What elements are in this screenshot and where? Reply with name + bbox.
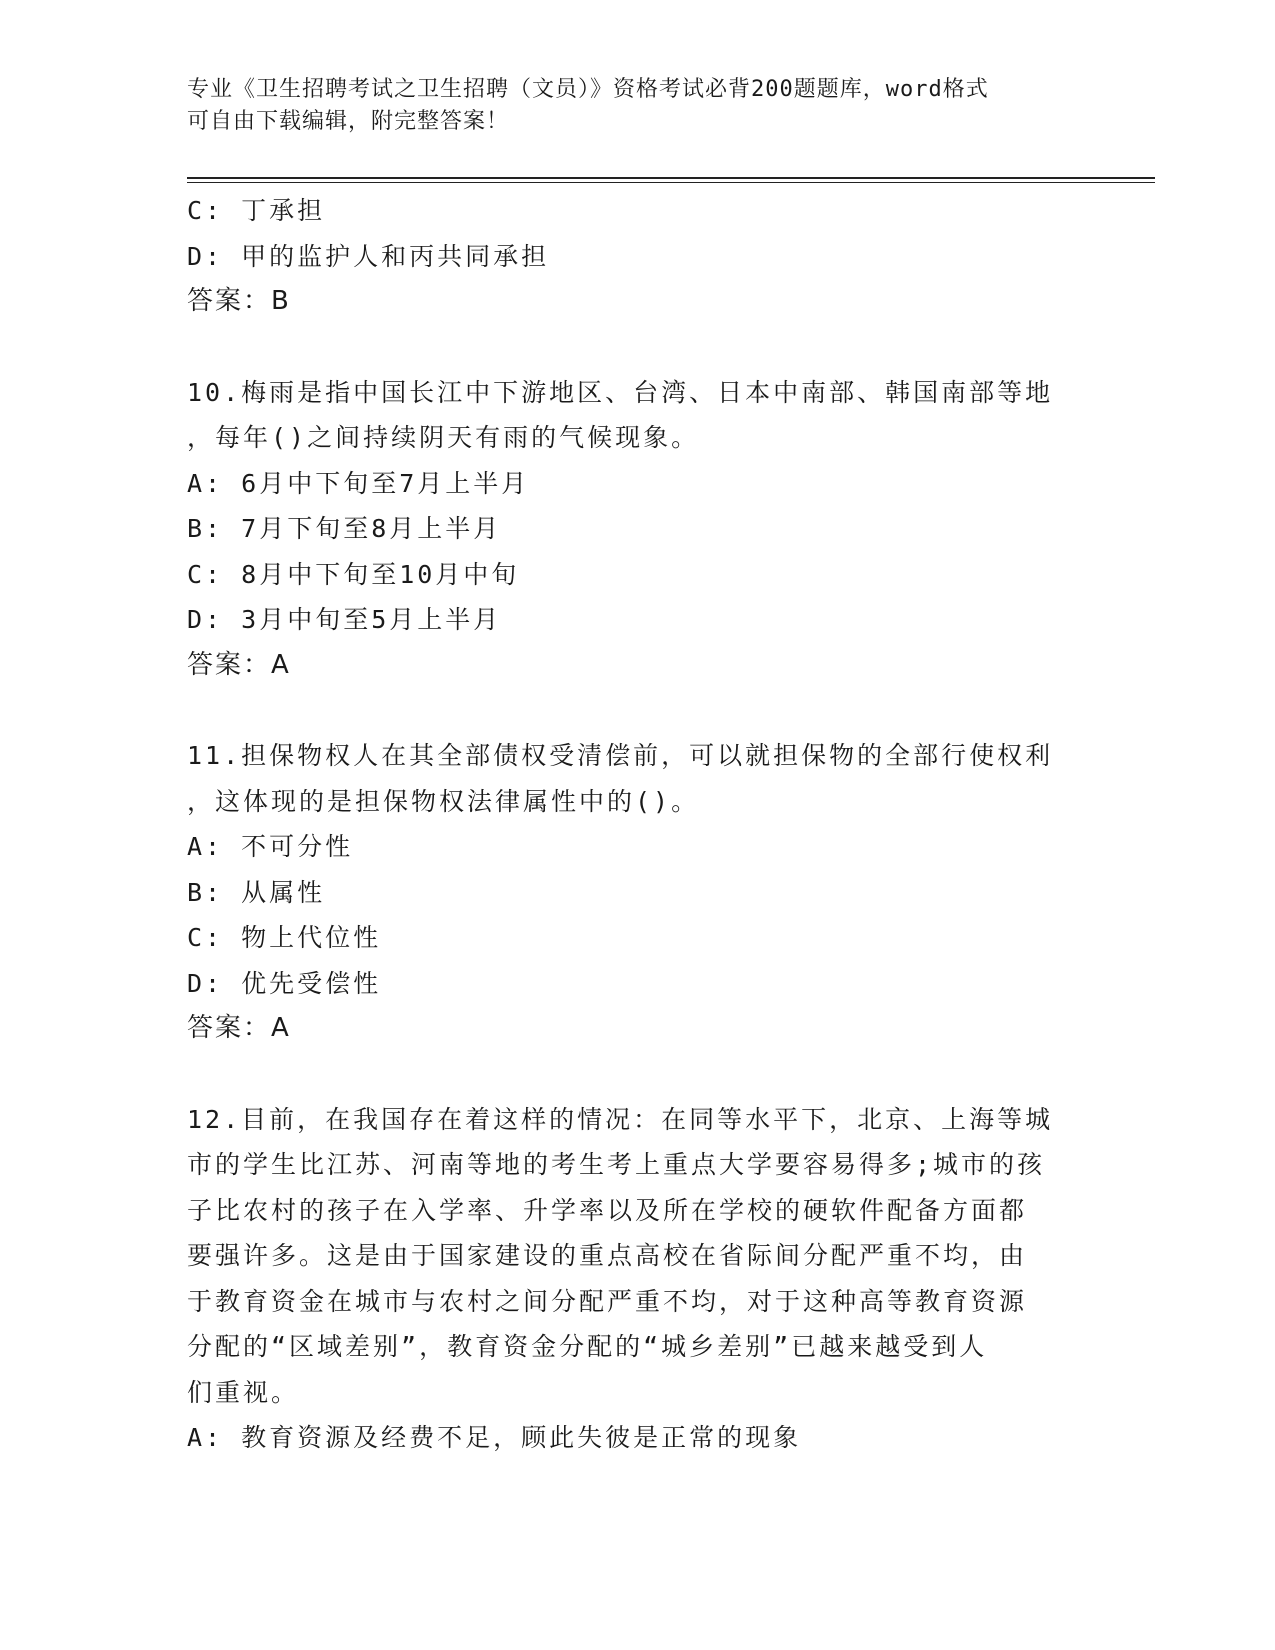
question-12 — [187, 1097, 1067, 1461]
answer-line: 答案：A — [187, 1013, 291, 1043]
option-d: D: 优先受偿性 — [187, 968, 382, 998]
spacer — [187, 325, 1067, 370]
question-stem-line: 要强许多。这是由于国家建设的重点高校在省际间分配严重不均，由 — [187, 1241, 1028, 1270]
question-stem-line: 11.担保物权人在其全部债权受清偿前，可以就担保物的全部行使权利 — [187, 741, 1054, 770]
spacer — [187, 1052, 1067, 1097]
question-stem-line: 12.目前，在我国存在着这样的情况：在同等水平下，北京、上海等城 — [187, 1104, 1054, 1134]
option-b: B: 从属性 — [187, 877, 326, 907]
header-rule-thin — [187, 182, 1155, 183]
answer-line: 答案：B — [187, 286, 291, 316]
option-c: C: 物上代位性 — [187, 923, 382, 952]
header-line-2: 可自由下载编辑，附完整答案！ — [187, 109, 510, 134]
question-11 — [187, 733, 1067, 1052]
answer-line: 答案：A — [187, 649, 291, 680]
question-stem-line: 分配的“区域差别”，教育资金分配的“城乡差别”已越来越受到人 — [187, 1332, 988, 1361]
header-line-1: 专业《卫生招聘考试之卫生招聘（文员）》资格考试必背200题题库，word格式 — [187, 77, 989, 102]
question-stem-line: ，每年()之间持续阴天有雨的气候现象。 — [187, 423, 700, 452]
question-stem-line: ，这体现的是担保物权法律属性中的()。 — [187, 786, 700, 816]
option-a: A: 6月中下旬至7月上半月 — [187, 468, 530, 498]
option-b: B: 7月下旬至8月上半月 — [187, 514, 502, 543]
question-9-continued — [187, 188, 1067, 325]
question-stem-line: 于教育资金在城市与农村之间分配严重不均，对于这种高等教育资源 — [187, 1286, 1028, 1316]
page-header — [187, 74, 1067, 138]
option-d: D: 3月中旬至5月上半月 — [187, 605, 502, 634]
option-d: D: 甲的监护人和丙共同承担 — [187, 241, 550, 271]
question-stem-line: 10.梅雨是指中国长江中下游地区、台湾、日本中南部、韩国南部等地 — [187, 377, 1054, 407]
option-a: A: 不可分性 — [187, 832, 354, 861]
option-c: C: 丁承担 — [187, 196, 326, 225]
question-stem-line: 子比农村的孩子在入学率、升学率以及所在学校的硬软件配备方面都 — [187, 1195, 1028, 1225]
option-c: C: 8月中下旬至10月中旬 — [187, 559, 520, 589]
header-rule-thick — [187, 177, 1155, 179]
question-stem-line: 市的学生比江苏、河南等地的考生考上重点大学要容易得多;城市的孩 — [187, 1150, 1046, 1179]
spacer — [187, 688, 1067, 733]
question-10 — [187, 370, 1067, 689]
question-stem-line: 们重视。 — [187, 1377, 300, 1407]
option-a: A: 教育资源及经费不足，顾此失彼是正常的现象 — [187, 1423, 802, 1452]
question-list — [187, 188, 1067, 1461]
